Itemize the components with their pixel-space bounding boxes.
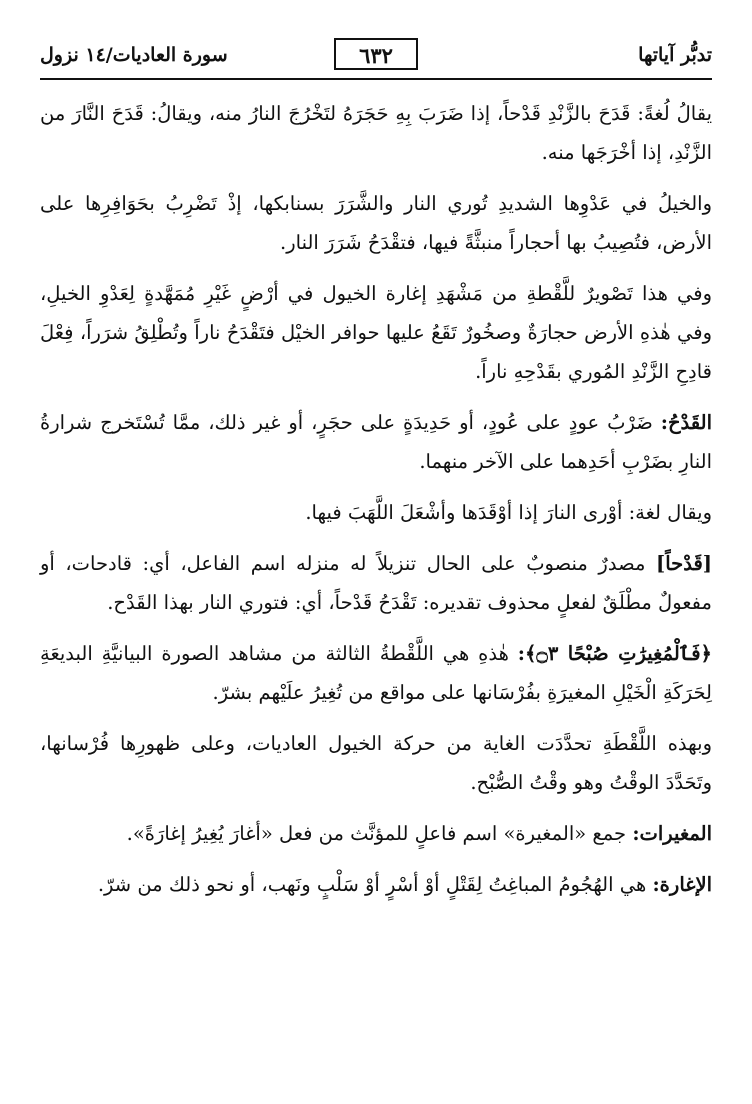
- definition-term: [قَدْحاً]: [655, 552, 712, 575]
- paragraph: [40, 403, 712, 481]
- paragraph-text: ضَرْبُ عودٍ على عُودٍ، أو حَدِيدَةٍ على حجَرٍ، أو غير ذلك، ممَّا تُسْتَخرج شرارةُ النارِ بضَرْبِ أحَدِهما على الآخر منهما.: [40, 411, 712, 473]
- paragraph: [40, 814, 712, 853]
- paragraph: [40, 865, 712, 904]
- paragraph-text: هٰذهِ هي اللَّقْطةُ الثالثة من مشاهد الصورة البيانيَّةِ البديعَةِ لِحَرَكَةِ الْخَيْلِ المغيرَةِ بفُرْسَانها على مواقع من تُغِيرُ علَيْهم بشرّ.: [40, 642, 712, 704]
- paragraph-text: والخيلُ في عَدْوِها الشديدِ تُوري النار والشَّرَرَ بسنابكها، إذْ تَضْرِبُ بحَوَافِرِها على الأرض، فتُصِيبُ بها أحجاراً منبثَّةً فيها، فتقْدَحُ شَرَرَ النار.: [40, 192, 712, 254]
- paragraph: [40, 724, 712, 802]
- page-header: [40, 30, 712, 80]
- book-page: [40, 30, 712, 1080]
- paragraph-text: ويقال لغة: أوْرى النارَ إذا أوْقَدَها وأشْعَلَ اللَّهَبَ فيها.: [305, 501, 712, 524]
- paragraph: [40, 544, 712, 622]
- paragraph: [40, 634, 712, 712]
- page-body: [40, 80, 712, 904]
- quran-verse: ﴿فَٱلْمُغِيرَٰتِ صُبْحًا ۝٣﴾:: [517, 642, 712, 665]
- paragraph: [40, 493, 712, 532]
- definition-term: المغيرات:: [632, 822, 712, 845]
- paragraph: [40, 274, 712, 391]
- paragraph-text: مصدرٌ منصوبٌ على الحال تنزيلاً له منزله اسم الفاعل، أي: قادحات، أو مفعولٌ مطْلَقٌ لفعلٍ محذوف تقديره: تَقْدَحُ قَدْحاً، أي: فتوري النار بهذا القَدْح.: [40, 552, 712, 614]
- paragraph-text: يقالُ لُغةً: قَدَحَ بالزَّنْدِ قَدْحاً، إذا ضَرَبَ بِهِ حَجَرَهُ لتَخْرُجَ النارُ منه، ويقالُ: قَدَحَ النَّارَ من الزَّنْدِ، إذا أخْرَجَها منه.: [40, 102, 712, 164]
- surah-info: سورة العاديات/١٤ نزول: [40, 44, 228, 66]
- paragraph: [40, 184, 712, 262]
- paragraph-text: جمع «المغيرة» اسم فاعلٍ للمؤنَّث من فعل «أغارَ يُغِيرُ إغارَةً».: [126, 822, 633, 845]
- paragraph-text: هي الهُجُومُ المباغِتُ لِقَتْلٍ أوْ أسْرٍ أوْ سَلْبٍ ونَهب، أو نحو ذلك من شرّ.: [97, 873, 653, 896]
- book-title: تدبُّر آياتها: [638, 44, 712, 66]
- paragraph-text: وفي هذا تَصْويرٌ للَّقْطةِ من مَشْهَدِ إغارة الخيول في أرْضٍ غَيْرِ مُمَهَّدةٍ لِعَدْوِ الخيلِ، وفي هٰذهِ الأرض حجارَةٌ وصخُورٌ تَقَعُ عليها حوافر الخيْل فتَقْدَحُ ناراً وتُطْلِقُ شرَراً، فِعْلَ قادِحِ الزَّنْدِ المُوري بقَدْحِهِ ناراً.: [40, 282, 712, 383]
- paragraph: [40, 94, 712, 172]
- page-number: ٦٣٢: [334, 38, 418, 70]
- definition-term: القَدْحُ:: [660, 411, 712, 434]
- definition-term: الإغارة:: [652, 873, 712, 896]
- paragraph-text: وبهذه اللَّقْطَةِ تحدَّدَت الغاية من حركة الخيول العاديات، وعلى ظهورِها فُرْسانها، وتَحَدَّدَ الوقْتُ وهو وقْتُ الصُّبْح.: [40, 732, 712, 794]
